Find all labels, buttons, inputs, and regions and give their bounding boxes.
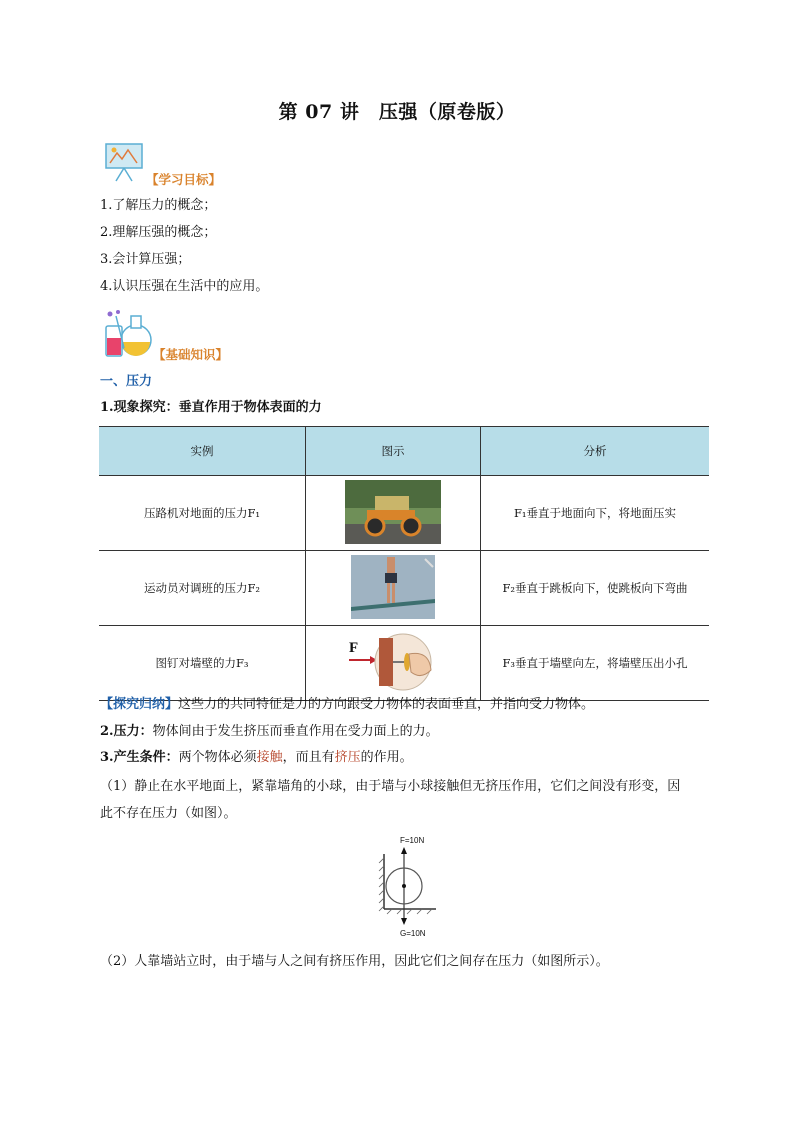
goal-item: 4.认识压强在生活中的应用。 <box>100 279 269 294</box>
flask-icon <box>102 308 154 358</box>
table-cell-example: 运动员对调班的压力F₂ <box>99 551 306 626</box>
thumbtack-wall-image <box>343 630 443 697</box>
summary-text: 这些力的共同特征是力的方向跟受力物体的表面垂直，并指向受力物体。 <box>178 697 595 712</box>
table-cell-example: 图钉对墙壁的力F₃ <box>99 626 306 701</box>
paragraph-1-cont: 此不存在压力（如图）。 <box>100 806 237 821</box>
table-cell-analysis: F₁垂直于地面向下，将地面压实 <box>481 476 710 551</box>
table-cell-image <box>306 551 481 626</box>
table-cell-example: 压路机对地面的压力F₁ <box>99 476 306 551</box>
table-row <box>99 626 709 701</box>
table-row <box>99 476 709 551</box>
page-title: 第 07 讲 压强（原卷版） <box>278 101 516 123</box>
goal-item: 1.了解压力的概念； <box>100 198 217 213</box>
goal-item: 2.理解压强的概念； <box>100 225 217 240</box>
example-table <box>99 426 709 701</box>
goals-header: 【学习目标】 <box>146 172 222 187</box>
condition-text: 的作用。 <box>360 750 413 765</box>
paragraph-1: （1）静止在水平地面上，紧靠墙角的小球，由于墙与小球接触但无挤压作用，它们之间没有形变，因 <box>100 779 681 794</box>
table-header: 实例 <box>99 427 306 476</box>
keyword-squeeze: 挤压 <box>334 750 361 765</box>
table-cell-image <box>306 626 481 701</box>
summary-paragraph <box>100 695 594 715</box>
diving-board-image <box>351 555 435 622</box>
condition-label: 3.产生条件： <box>100 750 179 765</box>
force-top-label: F=10N <box>400 836 425 845</box>
table-row <box>99 551 709 626</box>
keyword-contact: 接触 <box>256 750 283 765</box>
force-bottom-label: G=10N <box>400 929 426 938</box>
condition-paragraph <box>100 748 413 768</box>
force-label: F <box>349 639 359 656</box>
ball-corner-figure <box>370 832 440 938</box>
table-cell-image <box>306 476 481 551</box>
summary-tag: 【探究归纳】 <box>100 697 179 712</box>
subsection-heading: 1.现象探究：垂直作用于物体表面的力 <box>100 400 322 415</box>
condition-text: ，而且有 <box>282 750 335 765</box>
definition-label: 2.压力： <box>100 724 153 739</box>
table-header: 图示 <box>306 427 481 476</box>
paragraph-2: （2）人靠墙站立时，由于墙与人之间有挤压作用，因此它们之间存在压力（如图所示）。 <box>100 954 609 969</box>
table-header-row <box>99 427 709 476</box>
definition-text: 物体间由于发生挤压而垂直作用在受力面上的力。 <box>152 724 439 739</box>
table-cell-analysis: F₃垂直于墙壁向左，将墙壁压出小孔 <box>481 626 710 701</box>
definition-paragraph <box>100 722 439 742</box>
goal-item: 3.会计算压强； <box>100 252 191 267</box>
basics-header: 【基础知识】 <box>153 347 229 362</box>
section-heading: 一、压力 <box>100 374 153 389</box>
table-cell-analysis: F₂垂直于跳板向下，使跳板向下弯曲 <box>481 551 710 626</box>
condition-text: 两个物体必须 <box>178 750 257 765</box>
easel-icon <box>102 141 146 183</box>
road-roller-image <box>345 480 441 547</box>
table-header: 分析 <box>481 427 710 476</box>
